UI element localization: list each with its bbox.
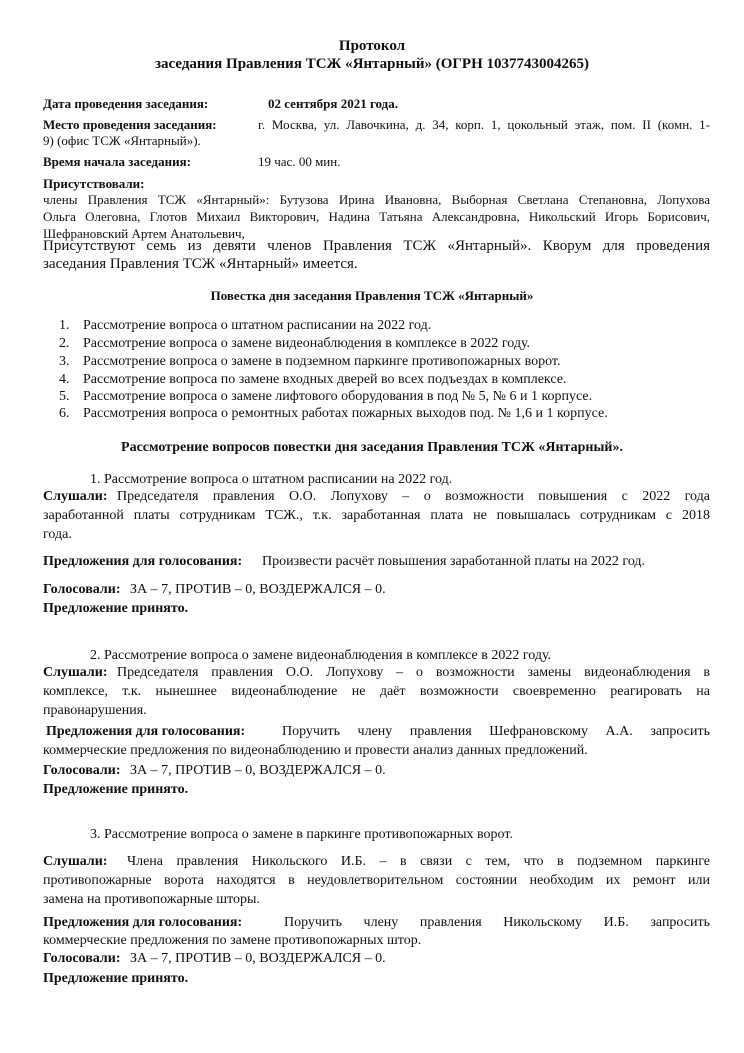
question-2-listen-label: Слушали: [43, 665, 108, 680]
question-1-listen-label: Слушали: [43, 489, 108, 504]
document-subtitle: заседания Правления ТСЖ «Янтарный» (ОГРН 1037743004265) [154, 56, 590, 72]
question-1-result: Предложение принято. [43, 601, 189, 616]
agenda-item-number: 1. [59, 318, 70, 333]
question-3-proposal-line-1: Поручить члену правления Никольскому И.Б. запросить [284, 915, 710, 930]
question-2-heading: 2. Рассмотрение вопроса о замене видеонаблюдения в комплексе в 2022 году. [90, 648, 552, 663]
question-1-proposal-text: Произвести расчёт повышения заработанной платы на 2022 год. [262, 554, 646, 569]
question-3-listen-line-1: Члена правления Никольского И.Б. – в связи с тем, что в подземном паркинге [127, 854, 710, 869]
date-value: 02 сентября 2021 года. [268, 96, 398, 111]
question-1-listen-line-2: заработанной платы сотрудникам ТСЖ., т.к. заработанная плата не повышалась сотрудникам с 2018 [43, 508, 710, 523]
question-2-listen-line-3: правонарушения. [43, 703, 147, 718]
question-3-heading: 3. Рассмотрение вопроса о замене в паркинге противопожарных ворот. [90, 827, 513, 842]
attendance-line-3: Шефрановский Артем Анатольевич, [43, 226, 245, 241]
question-1-vote-label: Голосовали: [43, 582, 121, 597]
agenda-item-text: Рассмотрение вопроса о замене лифтового оборудования в под № 5, № 6 и 1 корпусе. [83, 389, 593, 404]
attendance-line-1: члены Правления ТСЖ «Янтарный»: Бутузова Ирина Ивановна, Выборная Светлана Степановна, Лопухова [43, 192, 710, 207]
agenda-item-number: 6. [59, 406, 70, 421]
agenda-item-text: Рассмотрение вопроса о замене видеонаблюдения в комплексе в 2022 году. [83, 336, 531, 351]
place-label: Место проведения заседания: [43, 117, 217, 132]
question-2-proposal-line-2: коммерческие предложения по видеонаблюдению и провести анализ данных предложений. [43, 743, 588, 758]
agenda-item-number: 3. [59, 354, 70, 369]
review-title: Рассмотрение вопросов повестки дня заседания Правления ТСЖ «Янтарный». [121, 440, 623, 455]
attendance-label: Присутствовали: [43, 176, 145, 191]
question-2-vote-label: Голосовали: [43, 763, 121, 778]
question-1-proposal-label: Предложения для голосования: [43, 554, 243, 569]
question-3-proposal-line-2: коммерческие предложения по замене противопожарных штор. [43, 933, 422, 948]
document-title: Протокол [338, 38, 406, 54]
agenda-item-number: 2. [59, 336, 70, 351]
agenda-item-text: Рассмотрение вопроса о замене в подземном паркинге противопожарных ворот. [83, 354, 561, 369]
question-3-vote-text: ЗА – 7, ПРОТИВ – 0, ВОЗДЕРЖАЛСЯ – 0. [130, 951, 386, 966]
question-2-proposal-line-1: Поручить члену правления Шефрановскому А.А. запросить [282, 724, 710, 739]
attendance-line-2: Ольга Олеговна, Глотов Михаил Викторович, Надина Татьяна Александровна, Никольский Игорь Борисович, [43, 209, 710, 224]
question-3-listen-label: Слушали: [43, 854, 108, 869]
question-1-listen-line-3: года. [43, 527, 72, 542]
time-value: 19 час. 00 мин. [258, 154, 341, 169]
question-2-vote-text: ЗА – 7, ПРОТИВ – 0, ВОЗДЕРЖАЛСЯ – 0. [130, 763, 386, 778]
agenda-item-number: 5. [59, 389, 70, 404]
time-label: Время начала заседания: [43, 154, 191, 169]
place-value-line-1: г. Москва, ул. Лавочкина, д. 34, корп. 1, цокольный этаж, пом. II (комн. 1- [258, 117, 710, 132]
agenda-title: Повестка дня заседания Правления ТСЖ «Янтарный» [210, 288, 534, 303]
quorum-line-2: заседания Правления ТСЖ «Янтарный» имеется. [43, 256, 358, 272]
agenda-item-text: Рассмотрение вопроса о штатном расписании на 2022 год. [83, 318, 432, 333]
question-2-listen-line-2: комплексе, т.к. нынешнее видеонаблюдение не даёт возможности своевременно реагировать на [43, 684, 710, 699]
question-2-proposal-label: Предложения для голосования: [46, 724, 246, 739]
question-1-listen-line-1: Председателя правления О.О. Лопухову – о возможности повышения с 2022 года [117, 489, 710, 504]
question-3-vote-label: Голосовали: [43, 951, 121, 966]
date-label: Дата проведения заседания: [43, 96, 209, 111]
question-3-listen-line-3: замена на противопожарные шторы. [43, 892, 260, 907]
agenda-item-text: Рассмотрение вопроса по замене входных дверей во всех подъездах в комплексе. [83, 372, 567, 387]
question-3-result: Предложение принято. [43, 971, 189, 986]
place-value-line-2: 9) (офис ТСЖ «Янтарный»). [43, 133, 201, 148]
question-1-vote-text: ЗА – 7, ПРОТИВ – 0, ВОЗДЕРЖАЛСЯ – 0. [130, 582, 386, 597]
agenda-item-number: 4. [59, 372, 70, 387]
agenda-item-text: Рассмотрения вопроса о ремонтных работах пожарных выходов под. № 1,6 и 1 корпусе. [83, 406, 608, 421]
question-3-listen-line-2: противопожарные ворота находятся в неудовлетворительном состоянии необходим их ремонт или [43, 873, 710, 888]
question-2-result: Предложение принято. [43, 782, 189, 797]
question-2-listen-line-1: Председателя правления О.О. Лопухову – о возможности замены видеонаблюдения в [117, 665, 710, 680]
quorum-line-1: Присутствуют семь из девяти членов Правления ТСЖ «Янтарный». Кворум для проведения [43, 238, 710, 254]
question-3-proposal-label: Предложения для голосования: [43, 915, 243, 930]
question-1-heading: 1. Рассмотрение вопроса о штатном расписании на 2022 год. [90, 472, 453, 487]
